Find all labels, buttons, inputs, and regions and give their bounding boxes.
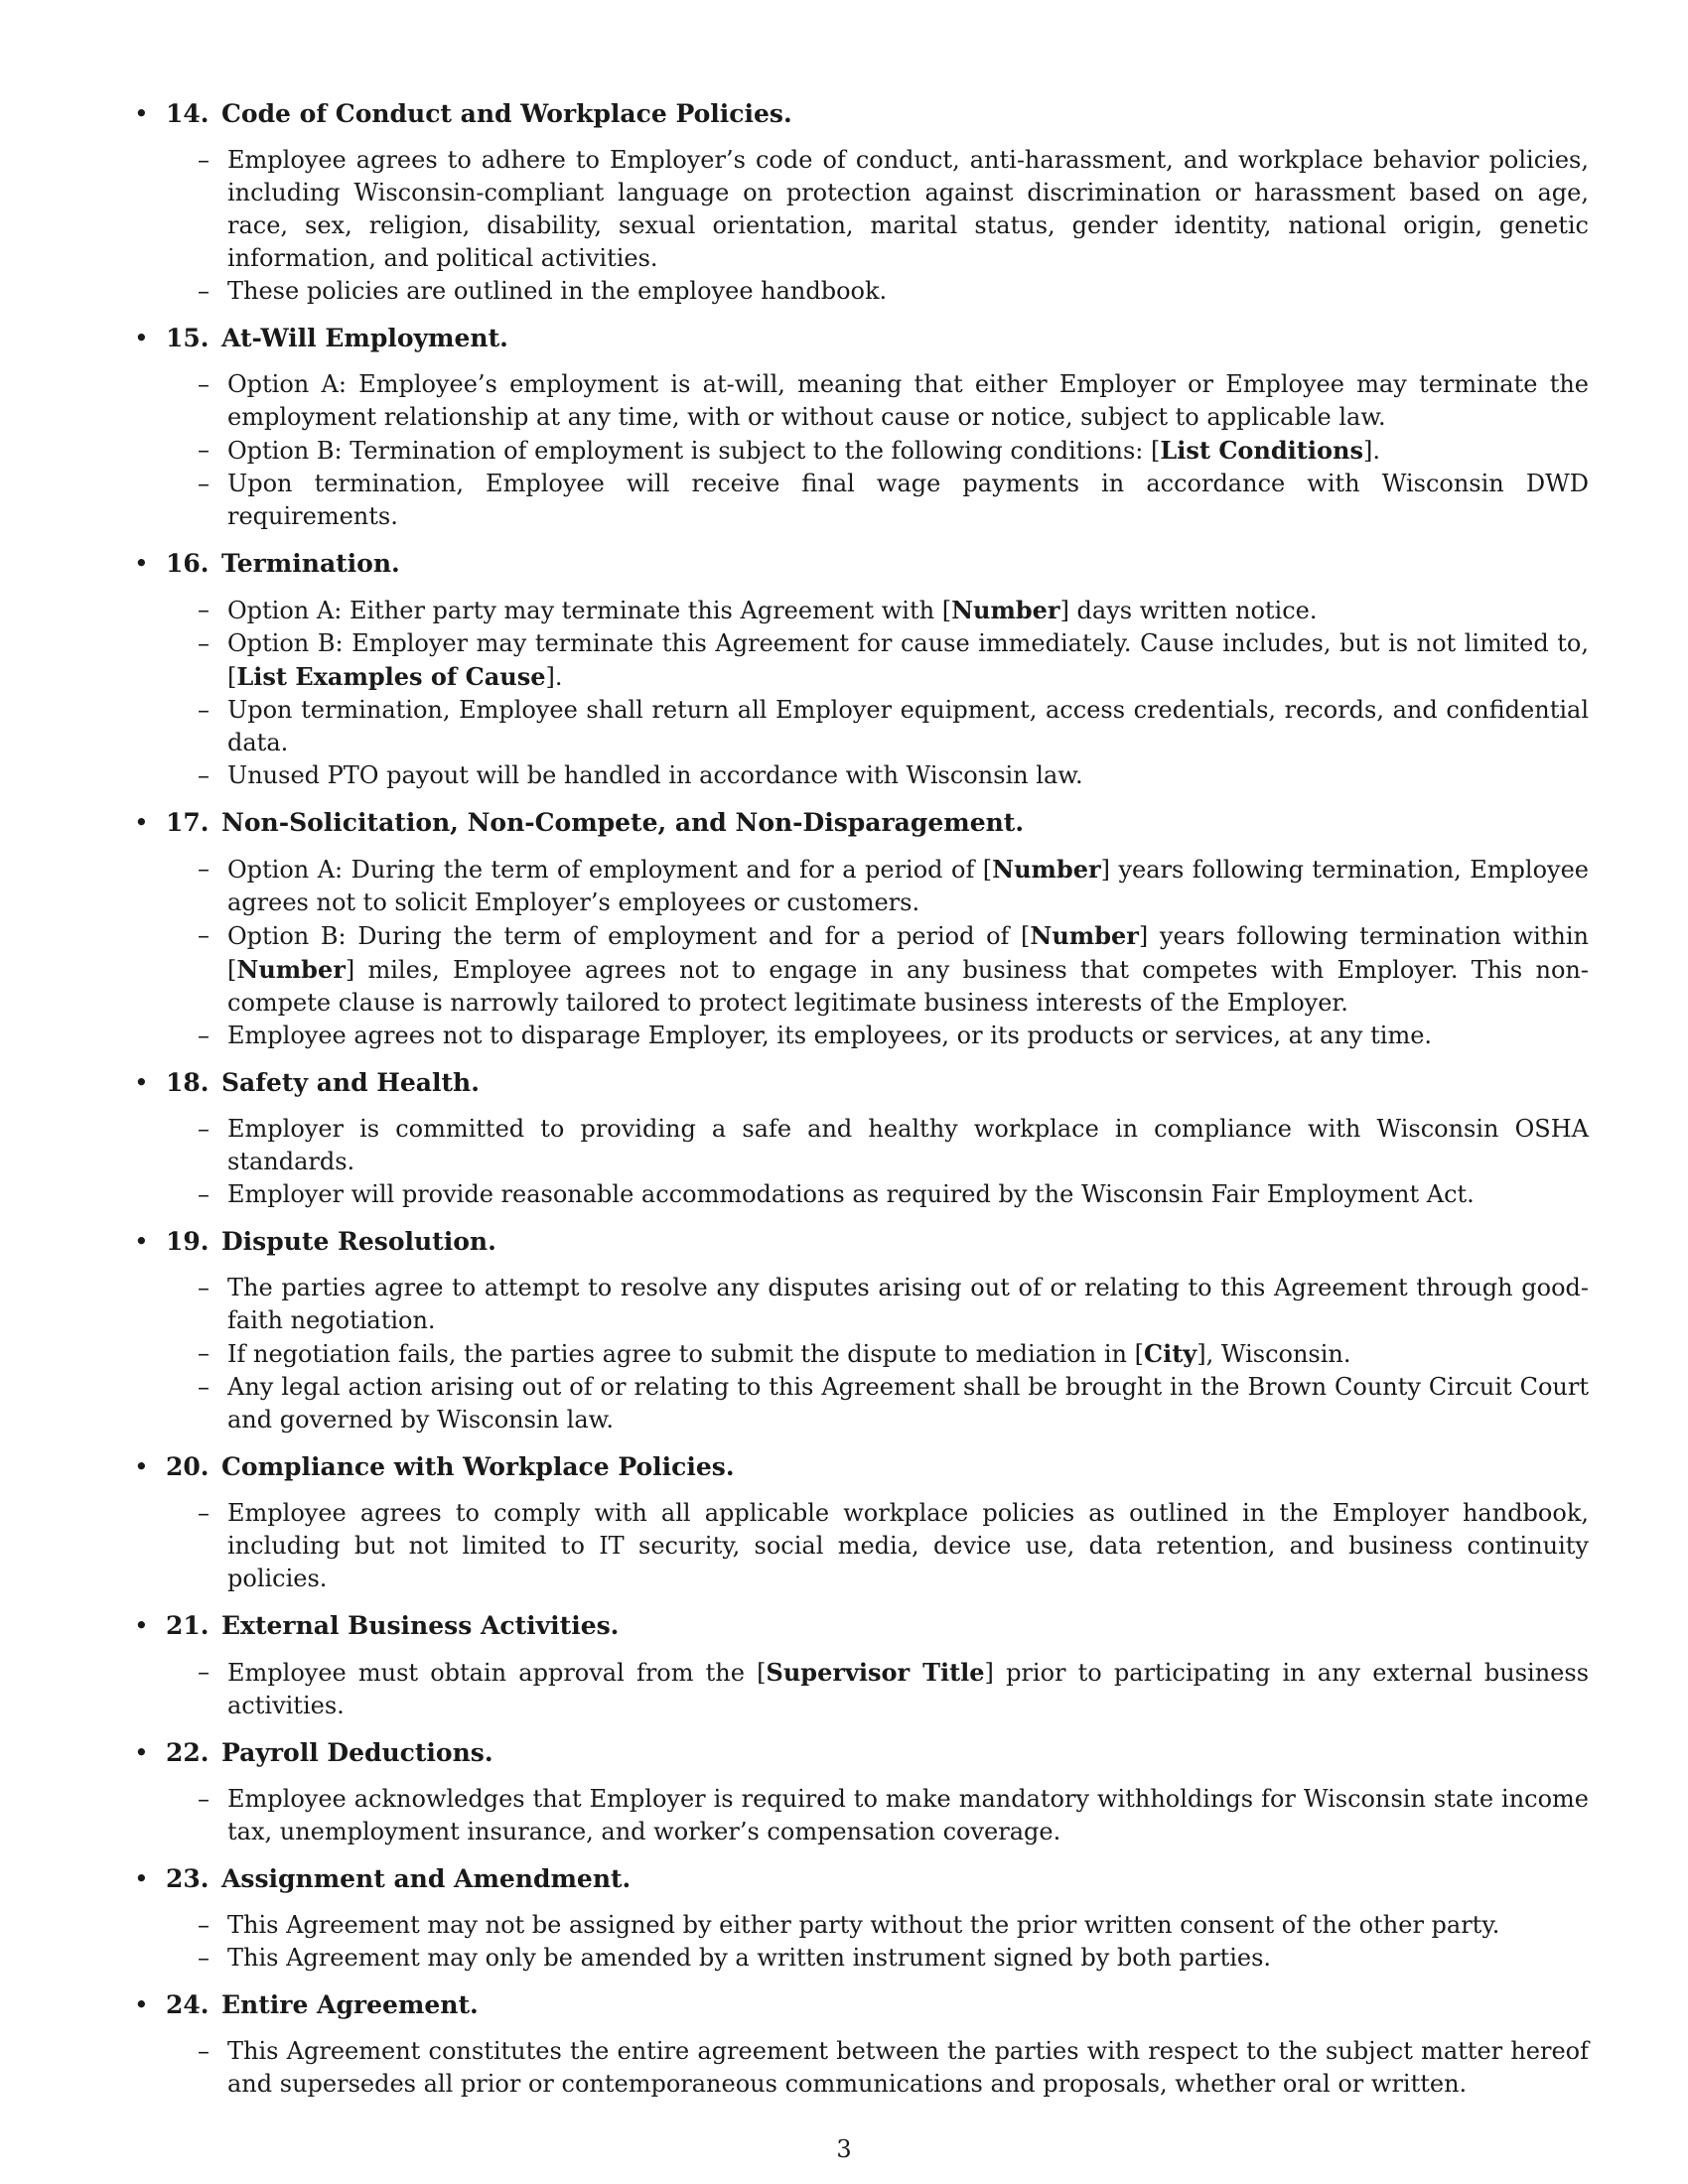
list-item	[134, 2035, 1589, 2101]
section-23	[134, 1862, 1589, 1975]
list-item	[134, 1113, 1589, 1178]
item-text: Employee agrees to comply with all applicable workplace policies as outlined in the Employer handbook, including but not limited to IT security, social media, device use, data retention, and business continuity policies.	[227, 1499, 1589, 1592]
section-title: Dispute Resolution.	[221, 1227, 496, 1256]
item-text: Option A: Either party may terminate this Agreement with [	[227, 597, 952, 624]
item-text: ] miles, Employee agrees not to engage in any business that competes with Employer. This non-compete clause is narrowly tailored to protect legitimate business interests of the Employer.	[227, 956, 1589, 1017]
section-heading	[134, 1066, 1589, 1099]
dash-icon: –	[198, 921, 210, 949]
list-item	[134, 1272, 1589, 1337]
section-items	[134, 1113, 1589, 1211]
list-item	[134, 144, 1589, 275]
section-items	[134, 1909, 1589, 1975]
bullet-icon: •	[134, 1452, 149, 1481]
item-text: Any legal action arising out of or relating to this Agreement shall be brought in the Brown County Circuit Court and governed by Wisconsin law.	[227, 1373, 1589, 1433]
section-heading	[134, 1609, 1589, 1642]
list-item	[134, 1656, 1589, 1722]
section-number: 23.	[166, 1864, 210, 1893]
dash-icon: –	[198, 1499, 210, 1527]
dash-icon: –	[198, 436, 210, 464]
section-number: 24.	[166, 1990, 210, 2019]
section-items	[134, 594, 1589, 792]
section-17	[134, 806, 1589, 1052]
section-items	[134, 853, 1589, 1052]
section-title: Safety and Health.	[221, 1068, 480, 1097]
placeholder-field: Number	[236, 955, 346, 984]
item-text: Option B: During the term of employment and for a period of [	[227, 922, 1031, 950]
list-item	[134, 1909, 1589, 1942]
bullet-icon: •	[134, 1738, 149, 1767]
section-number: 15.	[166, 324, 210, 352]
dash-icon: –	[198, 855, 210, 883]
section-18	[134, 1066, 1589, 1211]
section-heading	[134, 1736, 1589, 1769]
document-body	[134, 97, 1589, 2115]
list-item	[134, 1783, 1589, 1848]
section-heading	[134, 806, 1589, 839]
section-items	[134, 144, 1589, 308]
item-text: ] years following termination, Employee agrees not to solicit Employer’s employees or customers.	[227, 856, 1589, 916]
section-heading	[134, 1225, 1589, 1258]
dash-icon: –	[198, 146, 210, 174]
item-text: ] prior to participating in any external business activities.	[227, 1659, 1590, 1719]
list-item	[134, 1942, 1589, 1975]
dash-icon: –	[198, 629, 210, 657]
section-heading	[134, 1862, 1589, 1895]
section-20	[134, 1450, 1589, 1595]
dash-icon: –	[198, 277, 210, 305]
page-number: 3	[836, 2135, 852, 2163]
section-21	[134, 1609, 1589, 1722]
item-text: Unused PTO payout will be handled in accordance with Wisconsin law.	[227, 761, 1083, 789]
list-item	[134, 368, 1589, 434]
section-title: Code of Conduct and Workplace Policies.	[221, 99, 792, 128]
section-heading	[134, 547, 1589, 580]
list-item	[134, 1178, 1589, 1211]
item-text: Employee must obtain approval from the [	[227, 1659, 767, 1687]
list-item	[134, 468, 1589, 533]
section-heading	[134, 1450, 1589, 1483]
bullet-icon: •	[134, 1864, 149, 1893]
placeholder-field: List Conditions	[1160, 436, 1363, 465]
item-text: The parties agree to attempt to resolve any disputes arising out of or relating to this Agreement through good-faith negotiation.	[227, 1274, 1589, 1334]
section-19	[134, 1225, 1589, 1436]
section-number: 18.	[166, 1068, 210, 1097]
section-number: 14.	[166, 99, 210, 128]
list-item	[134, 1020, 1589, 1052]
item-text: ].	[545, 663, 563, 691]
item-text: ] days written notice.	[1059, 597, 1318, 624]
dash-icon: –	[198, 1274, 210, 1301]
bullet-icon: •	[134, 1227, 149, 1256]
section-items	[134, 1272, 1589, 1436]
section-title: At-Will Employment.	[221, 324, 508, 352]
list-item	[134, 1337, 1589, 1371]
item-text: Employer is committed to providing a safe and healthy workplace in compliance with Wisconsin OSHA standards.	[227, 1115, 1589, 1175]
section-heading	[134, 1988, 1589, 2021]
section-items	[134, 1497, 1589, 1595]
dash-icon: –	[198, 470, 210, 497]
section-items	[134, 1656, 1589, 1722]
section-title: Entire Agreement.	[221, 1990, 479, 2019]
bullet-icon: •	[134, 99, 149, 128]
section-title: Non-Solicitation, Non-Compete, and Non-Disparagement.	[221, 808, 1025, 837]
section-number: 17.	[166, 808, 210, 837]
dash-icon: –	[198, 1785, 210, 1813]
section-heading	[134, 97, 1589, 130]
dash-icon: –	[198, 1180, 210, 1208]
list-item	[134, 1497, 1589, 1595]
section-number: 16.	[166, 549, 210, 578]
section-number: 20.	[166, 1452, 210, 1481]
item-text: Employee acknowledges that Employer is required to make mandatory withholdings for Wisconsin state income tax, unemployment insurance, and worker’s compensation coverage.	[227, 1785, 1589, 1845]
item-text: This Agreement constitutes the entire agreement between the parties with respect to the subject matter hereof and supersedes all prior or contemporaneous communications and proposals, whether oral or written.	[227, 2037, 1589, 2098]
dash-icon: –	[198, 1911, 210, 1939]
section-number: 19.	[166, 1227, 210, 1256]
item-text: Option A: Employee’s employment is at-will, meaning that either Employer or Employee may terminate the employment relationship at any time, with or without cause or notice, subject to applicable law.	[227, 370, 1589, 431]
item-text: Upon termination, Employee will receive final wage payments in accordance with Wisconsin DWD requirements.	[227, 470, 1589, 530]
item-text: Option A: During the term of employment and for a period of [	[227, 856, 993, 884]
dash-icon: –	[198, 696, 210, 724]
bullet-icon: •	[134, 1990, 149, 2019]
dash-icon: –	[198, 1658, 210, 1686]
list-item	[134, 275, 1589, 308]
item-text: ].	[1362, 437, 1380, 465]
dash-icon: –	[198, 1944, 210, 1972]
dash-icon: –	[198, 596, 210, 623]
list-item	[134, 434, 1589, 468]
item-text: Option B: Termination of employment is subject to the following conditions: [	[227, 437, 1161, 465]
placeholder-field: List Examples of Cause	[236, 662, 546, 691]
section-22	[134, 1736, 1589, 1848]
section-15	[134, 322, 1589, 533]
bullet-icon: •	[134, 549, 149, 578]
item-text: If negotiation fails, the parties agree to submit the dispute to mediation in [	[227, 1340, 1144, 1368]
section-title: Payroll Deductions.	[221, 1738, 493, 1767]
section-number: 22.	[166, 1738, 210, 1767]
item-text: These policies are outlined in the employee handbook.	[227, 277, 888, 305]
item-text: Employee agrees to adhere to Employer’s code of conduct, anti-harassment, and workplace behavior policies, including Wisconsin-compliant language on protection against discrimination or harassment based on age, race, sex, religion, disability, sexual orientation, marital status, gender identity, national origin, genetic information, and political activities.	[227, 146, 1589, 272]
section-title: Compliance with Workplace Policies.	[221, 1452, 735, 1481]
section-16	[134, 547, 1589, 792]
bullet-icon: •	[134, 808, 149, 837]
list-item	[134, 1371, 1589, 1436]
bullet-icon: •	[134, 1611, 149, 1640]
section-14	[134, 97, 1589, 308]
list-item	[134, 627, 1589, 694]
dash-icon: –	[198, 1115, 210, 1143]
list-item	[134, 694, 1589, 759]
item-text: ], Wisconsin.	[1196, 1340, 1351, 1368]
section-24	[134, 1988, 1589, 2101]
placeholder-field: City	[1143, 1339, 1197, 1368]
item-text: ] years following termination within [	[227, 922, 1590, 984]
item-text: This Agreement may only be amended by a written instrument signed by both parties.	[227, 1944, 1272, 1972]
dash-icon: –	[198, 1339, 210, 1367]
dash-icon: –	[198, 1022, 210, 1049]
list-item	[134, 919, 1589, 1020]
dash-icon: –	[198, 761, 210, 789]
item-text: Upon termination, Employee shall return all Employer equipment, access credentials, records, and confidential data.	[227, 696, 1589, 756]
placeholder-field: Supervisor Title	[766, 1658, 985, 1687]
dash-icon: –	[198, 370, 210, 398]
placeholder-field: Number	[992, 855, 1101, 884]
list-item	[134, 594, 1589, 627]
dash-icon: –	[198, 2037, 210, 2065]
list-item	[134, 853, 1589, 919]
section-items	[134, 1783, 1589, 1848]
section-heading	[134, 322, 1589, 354]
section-title: Termination.	[221, 549, 400, 578]
section-number: 21.	[166, 1611, 210, 1640]
section-items	[134, 368, 1589, 533]
placeholder-field: Number	[951, 596, 1060, 624]
item-text: Option B: Employer may terminate this Agreement for cause immediately. Cause includes, but is not limited to, [	[227, 629, 1589, 691]
section-title: Assignment and Amendment.	[221, 1864, 632, 1893]
bullet-icon: •	[134, 1068, 149, 1097]
section-title: External Business Activities.	[221, 1611, 620, 1640]
dash-icon: –	[198, 1373, 210, 1401]
bullet-icon: •	[134, 324, 149, 352]
item-text: This Agreement may not be assigned by either party without the prior written consent of the other party.	[227, 1911, 1500, 1939]
item-text: Employee agrees not to disparage Employer, its employees, or its products or services, at any time.	[227, 1022, 1433, 1049]
item-text: Employer will provide reasonable accommodations as required by the Wisconsin Fair Employment Act.	[227, 1180, 1475, 1208]
list-item	[134, 759, 1589, 792]
placeholder-field: Number	[1030, 921, 1139, 950]
section-items	[134, 2035, 1589, 2101]
